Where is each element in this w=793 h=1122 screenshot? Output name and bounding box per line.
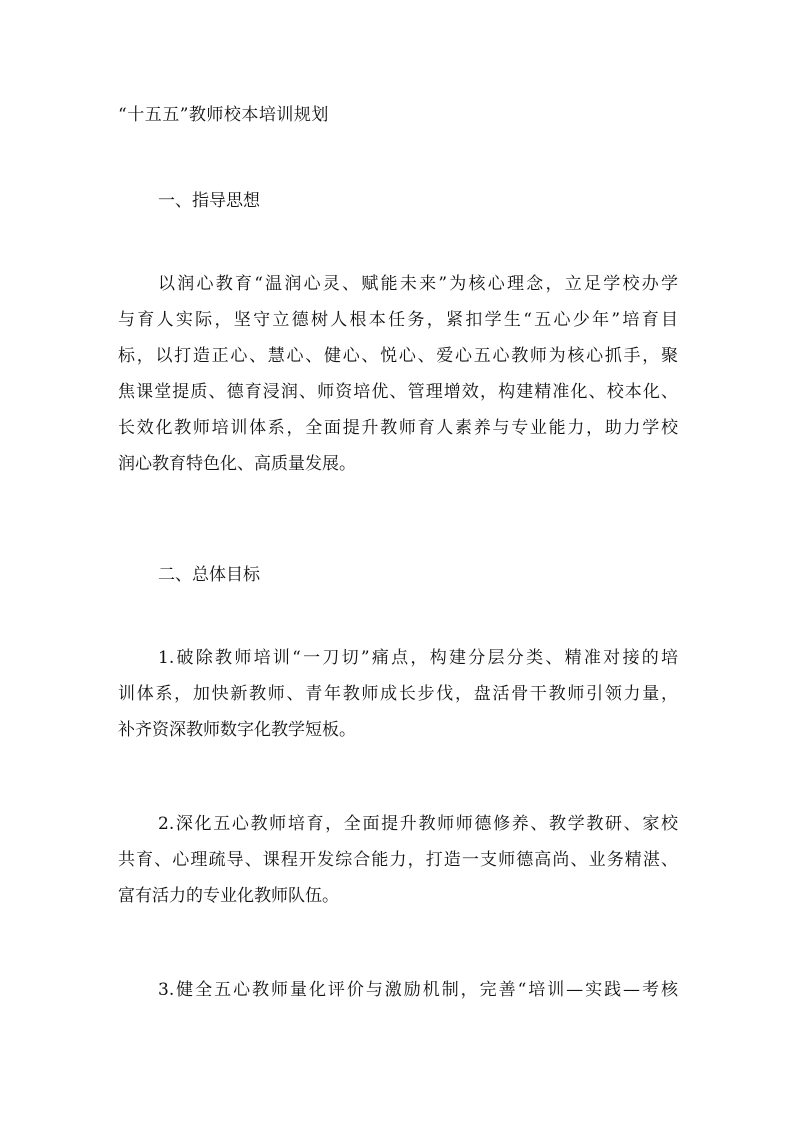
paragraph-guiding-thought [118,266,678,482]
paragraph-goal-2 [118,806,678,914]
paragraph-line: 以润心教育“温润心灵、赋能未来”为核心理念，立足学校办学 [158,274,678,294]
paragraph-line: 长效化教师培训体系，全面提升教师育人素养与专业能力，助力学校 [118,418,678,438]
paragraph-line: 润心教育特色化、高质量发展。 [118,454,356,474]
paragraph-line: 富有活力的专业化教师队伍。 [118,886,339,906]
paragraph-line: 共育、心理疏导、课程开发综合能力，打造一支师德高尚、业务精湛、 [118,850,678,870]
section-heading-overall-goals: 二、总体目标 [158,565,260,585]
document-title: “十五五”教师校本培训规划 [118,105,329,125]
paragraph-line: 训体系，加快新教师、青年教师成长步伐，盘活骨干教师引领力量， [118,684,678,704]
paragraph-line: 与育人实际，坚守立德树人根本任务，紧扣学生“五心少年”培育目 [118,310,678,330]
paragraph-line: 3.健全五心教师量化评价与激励机制，完善“培训—实践—考核 [158,980,678,1000]
paragraph-line: 1.破除教师培训“一刀切”痛点，构建分层分类、精准对接的培 [158,648,678,668]
section-heading-guiding-thought: 一、指导思想 [158,191,260,211]
paragraph-goal-1 [118,640,678,748]
paragraph-goal-3 [118,972,678,1008]
paragraph-line: 焦课堂提质、德育浸润、师资培优、管理增效，构建精准化、校本化、 [118,382,678,402]
paragraph-line: 补齐资深教师数字化教学短板。 [118,720,356,740]
paragraph-line: 2.深化五心教师培育，全面提升教师师德修养、教学教研、家校 [158,814,678,834]
paragraph-line: 标，以打造正心、慧心、健心、悦心、爱心五心教师为核心抓手，聚 [118,346,678,366]
